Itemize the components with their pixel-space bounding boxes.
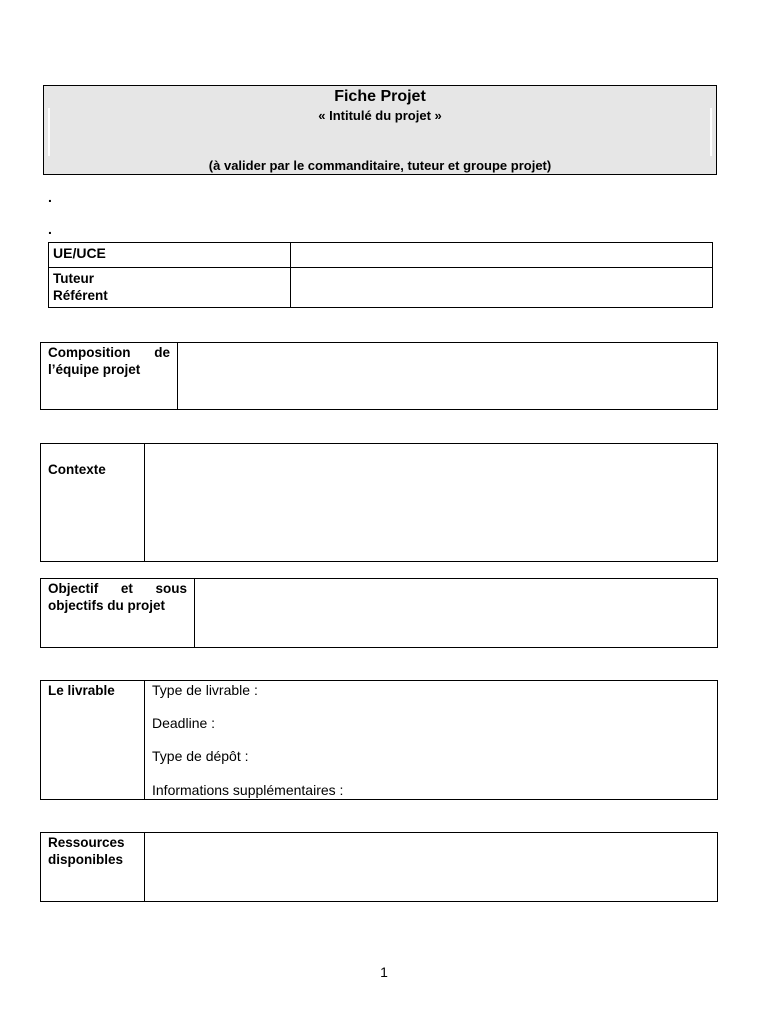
- table-row: [41, 833, 718, 902]
- livrable-label: Le livrable: [48, 683, 115, 698]
- tuteur-label-cell: [49, 268, 291, 308]
- table-row: [49, 268, 713, 308]
- composition-label-line2: l’équipe projet: [48, 362, 141, 377]
- table-row: [41, 444, 718, 562]
- tuteur-label-line2: Référent: [53, 288, 108, 303]
- composition-table: [40, 342, 718, 410]
- ressources-table: [40, 832, 718, 902]
- validation-note: (à valider par le commanditaire, tuteur et groupe projet): [208, 158, 552, 173]
- table-row: [49, 243, 713, 268]
- ressources-label-line1: Ressources: [48, 835, 125, 850]
- depot-type-field[interactable]: Type de dépôt :: [152, 748, 249, 764]
- livrable-label-cell: [41, 681, 145, 800]
- objectif-value-cell[interactable]: [195, 579, 718, 648]
- tuteur-label-line1: Tuteur: [53, 271, 94, 286]
- contexte-label-cell: [41, 444, 145, 562]
- ressources-value-cell[interactable]: [145, 833, 718, 902]
- bullet-dot: .: [48, 221, 52, 237]
- livrable-fields-cell[interactable]: [145, 681, 718, 800]
- document-header: [43, 85, 717, 175]
- objectif-label-line2: objectifs du projet: [48, 598, 166, 613]
- ue-uce-label-cell: [49, 243, 291, 268]
- page-number: 1: [380, 964, 388, 980]
- document-title: Fiche Projet: [334, 88, 426, 105]
- project-title-placeholder[interactable]: « Intitulé du projet »: [318, 108, 442, 123]
- additional-info-field[interactable]: Informations supplémentaires :: [152, 782, 344, 798]
- bullet-dot: .: [48, 189, 52, 205]
- contexte-label: Contexte: [48, 462, 106, 477]
- composition-label-line1: Composition de: [48, 345, 170, 360]
- table-row: [41, 343, 718, 410]
- info-table: [48, 242, 713, 308]
- objectif-label-cell: [41, 579, 195, 648]
- contexte-table: [40, 443, 718, 562]
- composition-label-cell: [41, 343, 178, 410]
- ressources-label-cell: [41, 833, 145, 902]
- objectif-table: [40, 578, 718, 648]
- table-row: [41, 681, 718, 800]
- tuteur-value-cell[interactable]: [291, 268, 713, 308]
- composition-value-cell[interactable]: [178, 343, 718, 410]
- contexte-value-cell[interactable]: [145, 444, 718, 562]
- deadline-field[interactable]: Deadline :: [152, 715, 216, 731]
- livrable-type-field[interactable]: Type de livrable :: [152, 682, 258, 698]
- ue-uce-value-cell[interactable]: [291, 243, 713, 268]
- objectif-label-line1: Objectif et sous: [48, 581, 187, 596]
- ressources-label-line2: disponibles: [48, 852, 124, 867]
- livrable-table: [40, 680, 718, 800]
- ue-uce-label: UE/UCE: [53, 245, 106, 261]
- table-row: [41, 579, 718, 648]
